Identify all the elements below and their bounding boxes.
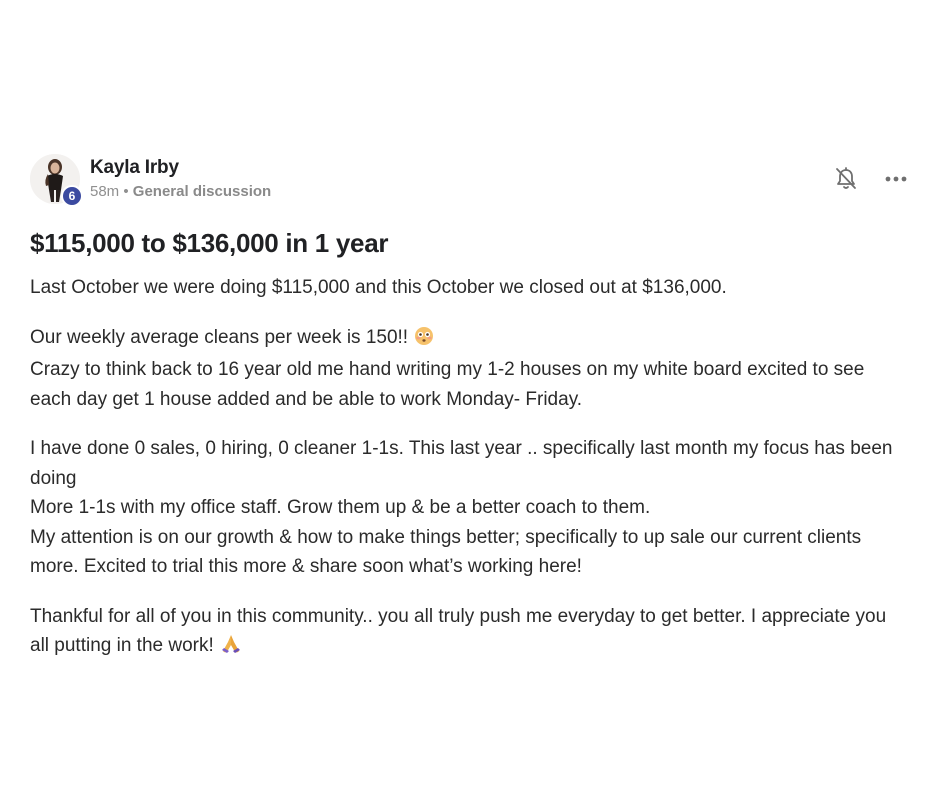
body-text: Our weekly average cleans per week is 150!! — [30, 326, 409, 348]
author-block — [90, 156, 271, 202]
body-paragraph-3 — [30, 434, 910, 582]
body-line: My attention is on our growth & how to make things better; specifically to up sale our current clients more. Excited to trial this more & share soon what’s working here! — [30, 526, 862, 577]
post-card — [30, 153, 910, 684]
post-body — [30, 273, 910, 664]
body-line: More 1-1s with my office staff. Grow them up & be a better coach to them. — [30, 497, 651, 518]
folded-hands-emoji — [220, 634, 242, 664]
bell-slash-icon[interactable] — [832, 165, 860, 193]
body-line: I have done 0 sales, 0 hiring, 0 cleaner 1-1s. This last year .. specifically last month my focus has been doing — [30, 438, 893, 489]
header-actions — [832, 165, 910, 193]
flushed-face-emoji — [414, 326, 434, 356]
post-header — [30, 153, 910, 205]
author-avatar[interactable] — [30, 154, 80, 204]
author-name[interactable]: Kayla Irby — [90, 157, 179, 178]
meta-separator: • — [123, 183, 129, 200]
level-badge: 6 — [61, 185, 83, 207]
body-line: Crazy to think back to 16 year old me hand writing my 1-2 houses on my white board excited to see each day get 1 house added and be able to work Monday- Friday. — [30, 359, 865, 410]
body-line — [30, 323, 910, 356]
post-meta — [90, 182, 271, 202]
body-paragraph-1: Last October we were doing $115,000 and this October we closed out at $136,000. — [30, 277, 727, 298]
more-horizontal-icon[interactable] — [882, 165, 910, 193]
body-paragraph-2 — [30, 323, 910, 415]
post-title: $115,000 to $136,000 in 1 year — [30, 228, 389, 258]
body-paragraph-4 — [30, 602, 910, 664]
body-text: Thankful for all of you in this community.. you all truly push me everyday to get better. I appreciate you all putting in the work! — [30, 605, 887, 656]
post-category[interactable]: General discussion — [132, 183, 272, 200]
post-time: 58m — [90, 183, 120, 200]
